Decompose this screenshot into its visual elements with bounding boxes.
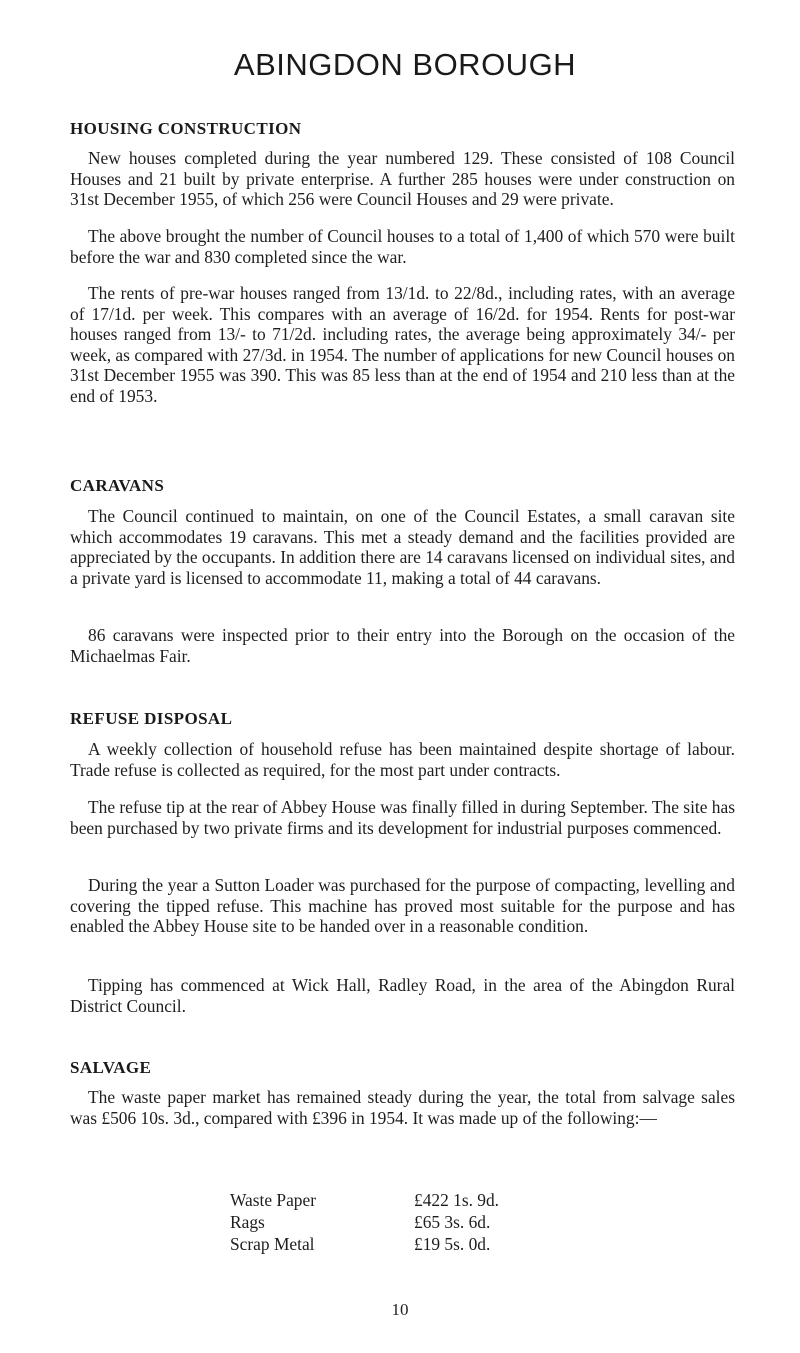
refuse-paragraph: During the year a Sutton Loader was purchased for the purpose of compacting, levelling and covering the tipped refuse. This machine has proved most suitable for the purpose and has enabled the Abbey House site to be handed over in a reasonable condition. [70,875,735,937]
table-row [230,1190,499,1212]
housing-paragraph: The rents of pre-war houses ranged from 13/1d. to 22/8d., including rates, with an average of 17/1d. per week. This compares with an average of 16/2d. for 1954. Rents for post-war houses ranged from 13/- to 71/2d. including rates, the average being approximately 34/- per week, as compared with 27/3d. in 1954. The number of applications for new Council houses on 31st December 1955 was 390. This was 85 less than at the end of 1954 and 210 less than at the end of 1953. [70,283,735,406]
page-number: 10 [391,1300,409,1319]
caravans-paragraph: The Council continued to maintain, on one of the Council Estates, a small caravan site which accommodates 19 caravans. This met a steady demand and the facilities provided are appreciated by the occupants. In addition there are 14 caravans licensed on individual sites, and a private yard is licensed to accommodate 11, making a total of 44 caravans. [70,506,735,588]
page-title: ABINGDON BOROUGH [233,47,577,82]
refuse-paragraph: A weekly collection of household refuse has been maintained despite shortage of labour. Trade refuse is collected as required, for the most part under contracts. [70,739,735,780]
salvage-table [230,1190,499,1256]
caravans-paragraph: 86 caravans were inspected prior to their entry into the Borough on the occasion of the Michaelmas Fair. [70,625,735,666]
salvage-item-name: Rags [230,1212,265,1232]
section-heading-housing: HOUSING CONSTRUCTION [70,119,302,138]
salvage-item-name: Scrap Metal [230,1234,315,1254]
section-heading-salvage: SALVAGE [70,1058,152,1077]
housing-paragraph: New houses completed during the year numbered 129. These consisted of 108 Council Houses and 21 built by private enterprise. A further 285 houses were under construction on 31st December 1955, of which 256 were Council Houses and 29 were private. [70,148,735,210]
table-row [230,1212,499,1234]
salvage-item-amount: £422 1s. 9d. [414,1190,500,1210]
salvage-item-amount: £65 3s. 6d. [414,1212,491,1232]
section-heading-refuse: REFUSE DISPOSAL [70,709,233,728]
table-row [230,1234,499,1256]
salvage-item-name: Waste Paper [230,1190,317,1210]
refuse-paragraph: The refuse tip at the rear of Abbey House was finally filled in during September. The site has been purchased by two private firms and its development for industrial purposes commenced. [70,797,735,838]
refuse-paragraph: Tipping has commenced at Wick Hall, Radley Road, in the area of the Abingdon Rural District Council. [70,975,735,1016]
housing-paragraph: The above brought the number of Council houses to a total of 1,400 of which 570 were built before the war and 830 completed since the war. [70,226,735,267]
salvage-paragraph: The waste paper market has remained steady during the year, the total from salvage sales was £506 10s. 3d., compared with £396 in 1954. It was made up of the following:— [70,1087,735,1128]
section-heading-caravans: CARAVANS [70,476,165,495]
salvage-item-amount: £19 5s. 0d. [414,1234,491,1254]
